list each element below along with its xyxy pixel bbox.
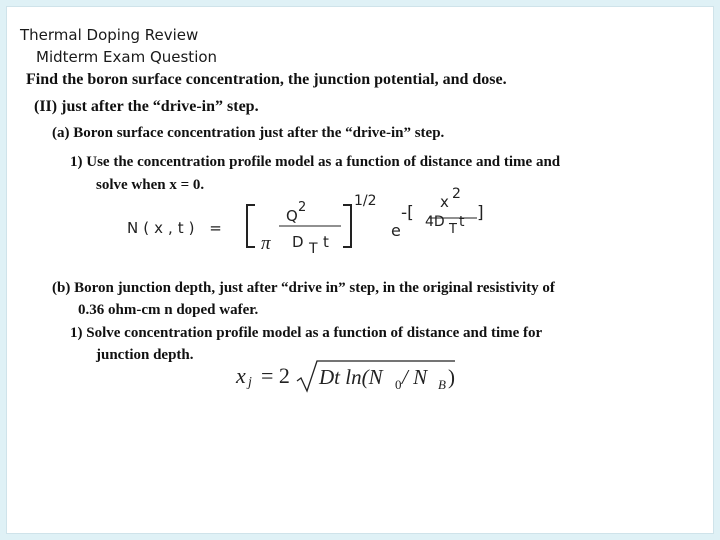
part-b-step-1-line-1: 1) Solve concentration profile model as a function of distance and time for [70,325,543,341]
part-b-heading: (b) Boron junction depth, just after “drive in” step, in the original resistivity of [52,280,555,296]
exponent-open-bracket: -[ [401,203,414,223]
intro-line-2: (II) just after the “drive-in” step. [34,98,259,115]
part-b-heading-line-2: 0.36 ohm-cm n doped wafer. [78,302,259,318]
part-a-step-1-line-2: solve when x = 0. [96,177,205,193]
exponent-x-power: 2 [452,186,461,202]
equation-lhs: N(x,t) = [127,219,227,237]
denominator-t-subscript: T [309,241,318,257]
equals-two: = 2 [261,363,290,388]
over-nb: / N [402,365,428,389]
slide-subtitle: Midterm Exam Question [36,48,218,66]
radicand: Dt ln(N [319,365,383,389]
exponent-x: x [440,193,449,211]
n0-subscript: 0 [395,377,402,392]
exponential-e: e [391,221,401,240]
slide [6,6,714,534]
close-paren: ) [448,365,455,389]
exponent-close-bracket: ] [477,203,484,223]
power-half: 1/2 [354,193,377,209]
denominator-d: D [292,233,304,251]
slide-title: Thermal Doping Review [20,26,199,44]
xj-x: x [236,363,246,388]
part-a-step-1-line-1: 1) Use the concentration profile model as a function of distance and time and [70,154,561,170]
xj-subscript: j [248,375,252,390]
exponent-t-subscript: T [449,222,457,237]
exponent-4d: 4D [425,214,445,230]
part-b-step-1-line-2: junction depth. [96,347,194,363]
nb-subscript: B [438,377,446,392]
intro-line-1: Find the boron surface concentration, the junction potential, and dose. [26,71,507,88]
pi-symbol: π [261,233,271,254]
numerator-exponent: 2 [298,200,307,215]
numerator-q: Q [286,207,298,225]
denominator-t: t [323,233,329,251]
exponent-t: t [459,214,465,230]
part-a-heading: (a) Boron surface concentration just after the “drive-in” step. [52,125,445,141]
